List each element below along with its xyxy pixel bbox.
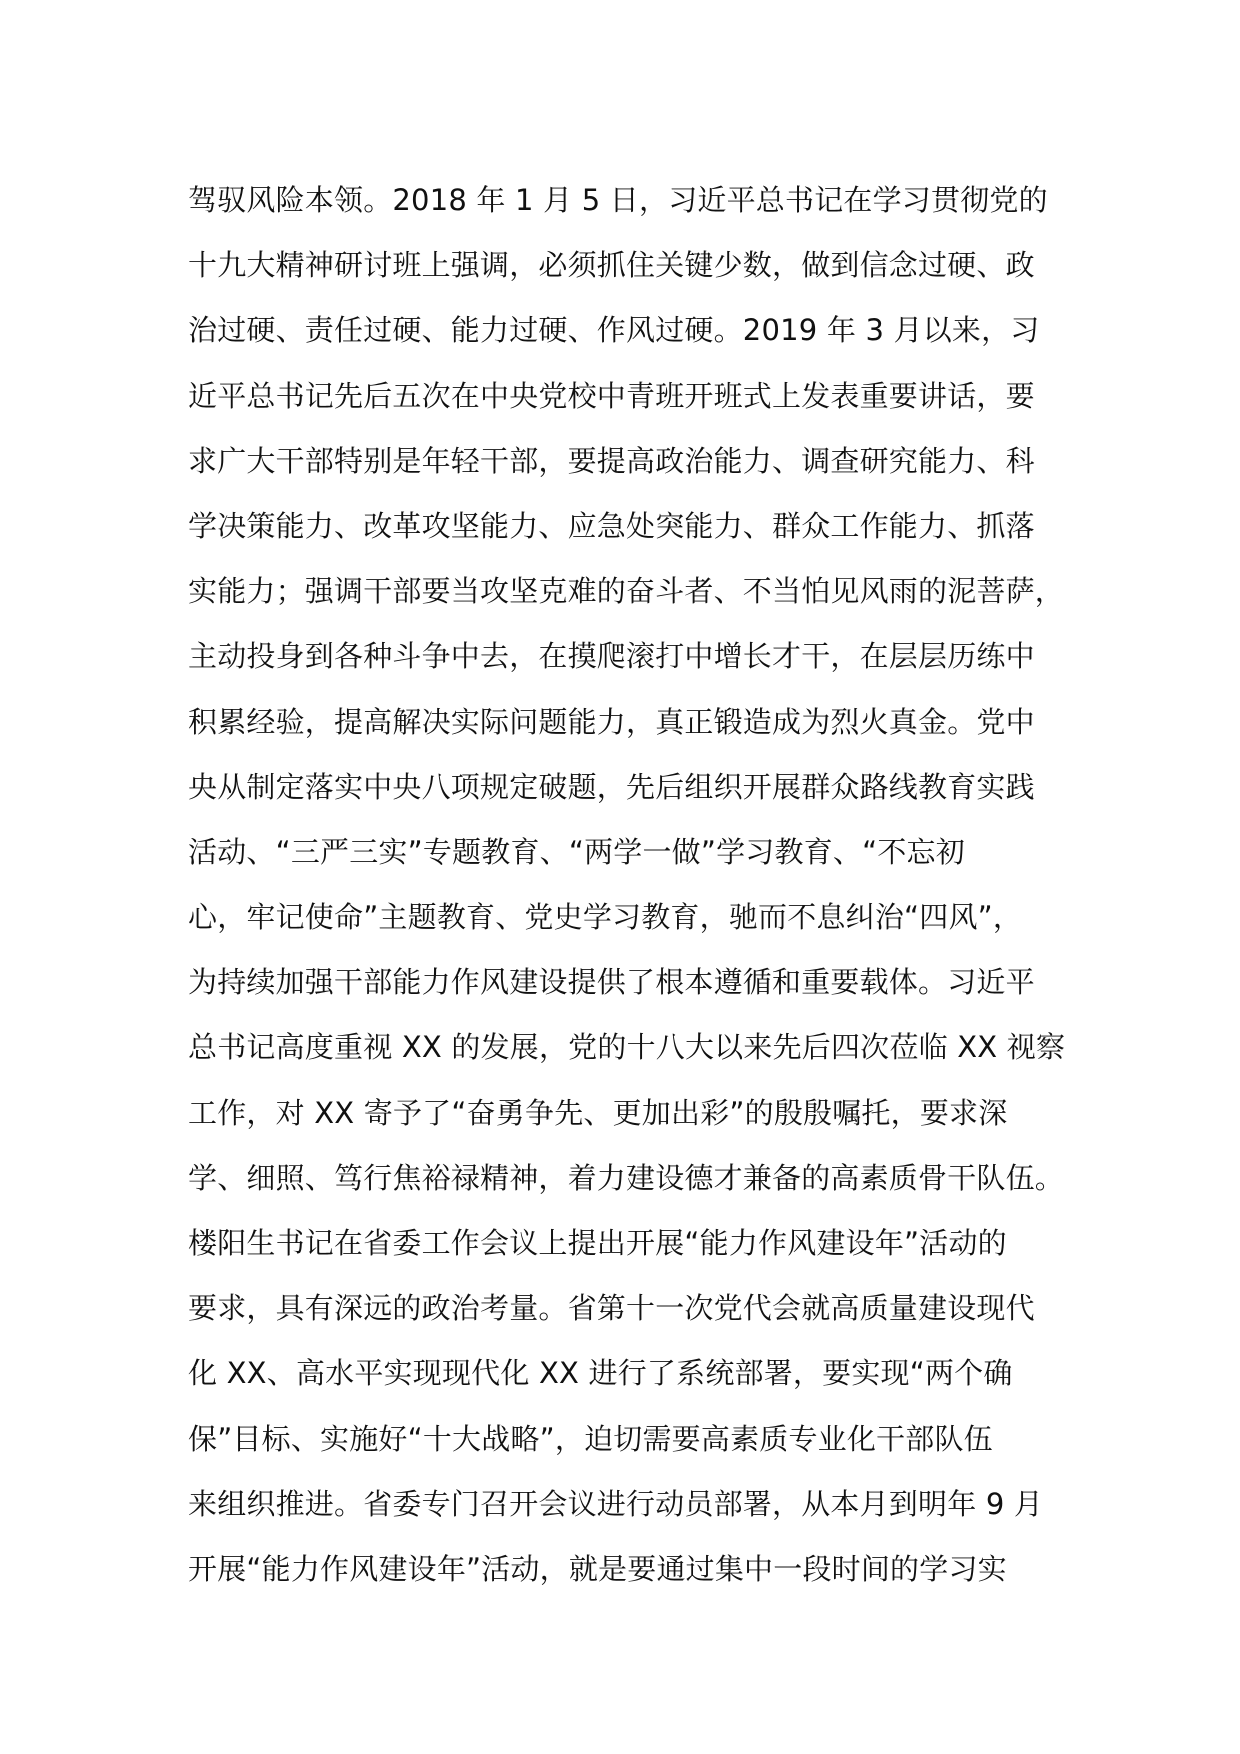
text-line: 保”目标、实施好“十大战略”，迫切需要高素质专业化干部队伍: [188, 1421, 993, 1456]
text-line: 化 XX、高水平实现现代化 XX 进行了系统部署，要实现“两个确: [188, 1356, 1013, 1391]
text-line: 楼阳生书记在省委工作会议上提出开展“能力作风建设年”活动的: [188, 1226, 1007, 1260]
text-line: 求广大干部特别是年轻干部，要提高政治能力、调查研究能力、科: [188, 443, 1035, 478]
body-text: [188, 168, 1088, 1602]
text-line: 主动投身到各种斗争中去，在摸爬滚打中增长才干，在层层历练中: [188, 639, 1035, 674]
text-line: 要求，具有深远的政治考量。省第十一次党代会就高质量建设现代: [188, 1291, 1035, 1326]
text-line: 央从制定落实中央八项规定破题，先后组织开展群众路线教育实践: [188, 769, 1035, 804]
text-line: 为持续加强干部能力作风建设提供了根本遵循和重要载体。习近平: [188, 965, 1035, 1000]
text-line: 总书记高度重视 XX 的发展，党的十八大以来先后四次莅临 XX 视察: [188, 1030, 1066, 1065]
text-line: 驾驭风险本领。2018 年 1 月 5 日，习近平总书记在学习贯彻党的: [188, 183, 1048, 217]
text-line: 心，牢记使命”主题教育、党史学习教育，驰而不息纠治“四风”，: [188, 900, 1023, 935]
text-line: 近平总书记先后五次在中央党校中青班开班式上发表重要讲话，要: [188, 378, 1035, 413]
text-line: 学决策能力、改革攻坚能力、应急处突能力、群众工作能力、抓落: [188, 508, 1035, 543]
text-line: 工作，对 XX 寄予了“奋勇争先、更加出彩”的殷殷嘱托，要求深: [188, 1095, 1008, 1130]
text-line: 积累经验，提高解决实际问题能力，真正锻造成为烈火真金。党中: [188, 704, 1035, 739]
text-line: 活动、“三严三实”专题教育、“两学一做”学习教育、“不忘初: [188, 834, 965, 869]
text-line: 开展“能力作风建设年”活动，就是要通过集中一段时间的学习实: [188, 1551, 1007, 1586]
text-line: 来组织推进。省委专门召开会议进行动员部署，从本月到明年 9 月: [188, 1486, 1044, 1521]
text-line: 十九大精神研讨班上强调，必须抓住关键少数，做到信念过硬、政: [188, 248, 1035, 283]
text-line: 学、细照、笃行焦裕禄精神，着力建设德才兼备的高素质骨干队伍。: [188, 1160, 1065, 1195]
text-line: 实能力；强调干部要当攻坚克难的奋斗者、不当怕见风雨的泥菩萨，: [188, 574, 1065, 609]
text-line: 治过硬、责任过硬、能力过硬、作风过硬。2019 年 3 月以来，习: [188, 313, 1040, 348]
